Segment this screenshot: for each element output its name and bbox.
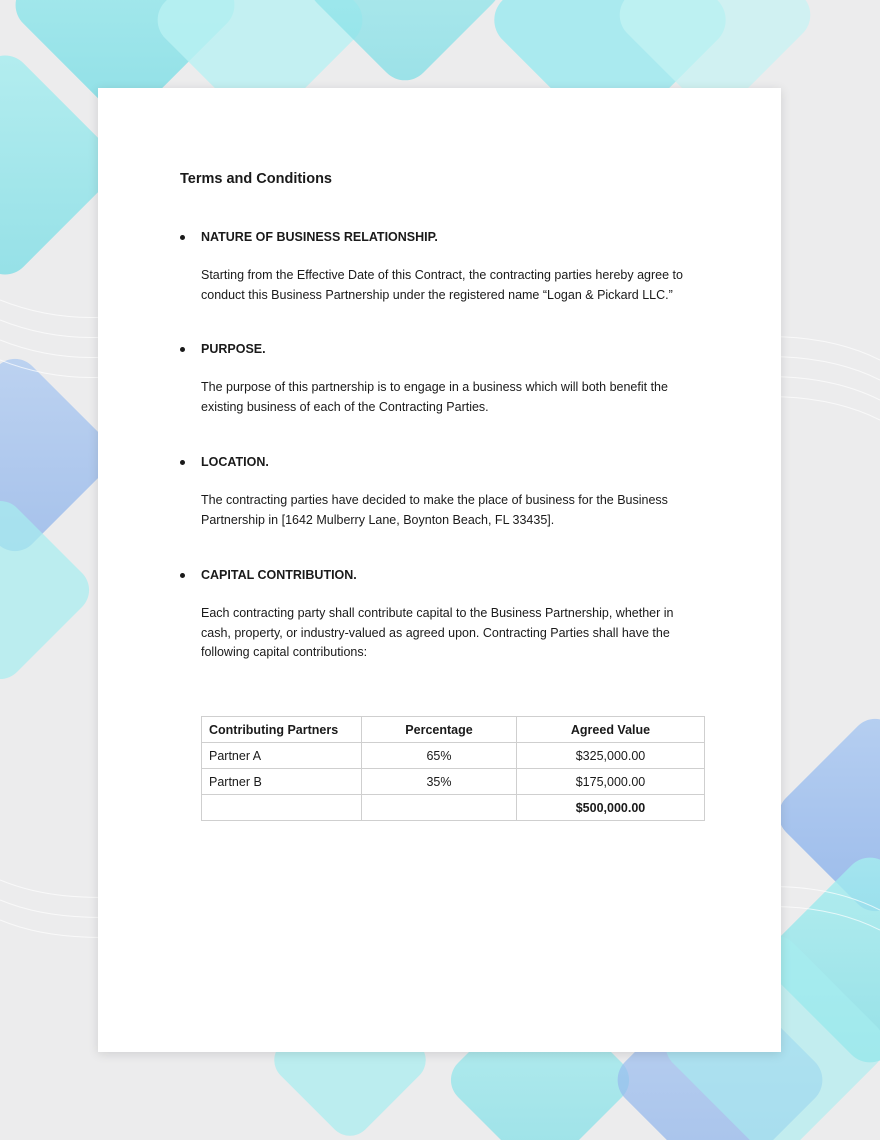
table-row — [202, 743, 705, 769]
column-header: Contributing Partners — [202, 717, 362, 743]
partner-cell — [202, 795, 362, 821]
bullet-icon — [180, 573, 185, 578]
table-row — [202, 769, 705, 795]
table-header-row — [202, 717, 705, 743]
column-header: Agreed Value — [517, 717, 705, 743]
section-nature-of-business — [180, 230, 700, 305]
section-body: Starting from the Effective Date of this Contract, the contracting parties hereby agree to conduct this Business Partnership under the registered name “Logan & Pickard LLC.” — [201, 268, 683, 302]
document-page — [98, 88, 781, 1052]
bullet-icon — [180, 460, 185, 465]
total-value-cell: $500,000.00 — [517, 795, 705, 821]
section-location — [180, 455, 700, 530]
section-body: The purpose of this partnership is to engage in a business which will both benefit the existing business of each of the Contracting Parties. — [201, 380, 668, 414]
section-body: Each contracting party shall contribute capital to the Business Partnership, whether in cash, property, or industry-valued as agreed upon. Contracting Parties shall have the following capital contributions: — [201, 606, 674, 659]
percentage-cell: 65% — [362, 743, 517, 769]
partner-cell: Partner A — [202, 743, 362, 769]
document-title: Terms and Conditions — [180, 171, 332, 187]
column-header: Percentage — [362, 717, 517, 743]
section-capital-contribution — [180, 568, 700, 663]
value-cell: $175,000.00 — [517, 769, 705, 795]
section-heading: LOCATION. — [201, 455, 269, 469]
section-heading: NATURE OF BUSINESS RELATIONSHIP. — [201, 230, 438, 244]
capital-contribution-table — [201, 716, 705, 821]
section-body: The contracting parties have decided to make the place of business for the Business Partnership in [1642 Mulberry Lane, Boynton Beach, FL 33435]. — [201, 493, 668, 527]
table-total-row — [202, 795, 705, 821]
percentage-cell — [362, 795, 517, 821]
percentage-cell: 35% — [362, 769, 517, 795]
section-purpose — [180, 342, 700, 417]
partner-cell: Partner B — [202, 769, 362, 795]
value-cell: $325,000.00 — [517, 743, 705, 769]
section-heading: PURPOSE. — [201, 342, 266, 356]
bullet-icon — [180, 347, 185, 352]
bullet-icon — [180, 235, 185, 240]
section-heading: CAPITAL CONTRIBUTION. — [201, 568, 357, 582]
